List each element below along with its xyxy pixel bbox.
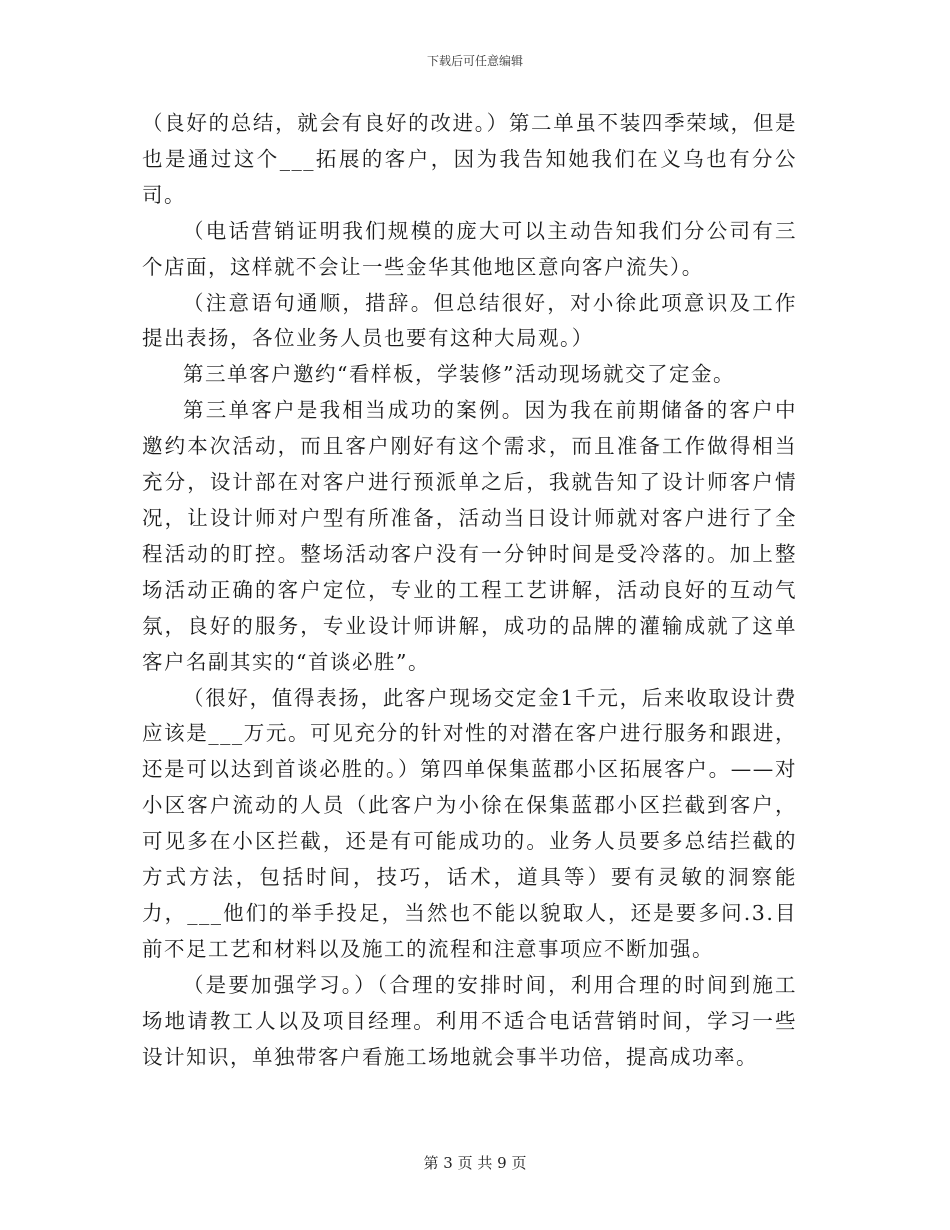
paragraph: （良好的总结，就会有良好的改进。）第二单虽不装四季荣域，但是也是通过这个___拓展的客户，因为我告知她我们在义乌也有分公司。 bbox=[142, 111, 797, 207]
page-header: 下载后可任意编辑 bbox=[426, 54, 523, 68]
paragraph: （很好，值得表扬，此客户现场交定金1千元，后来收取设计费应该是___万元。可见充分的针对性的对潜在客户进行服务和跟进，还是可以达到首谈必胜的。）第四单保集蓝郡小区拓展客户。——对小区客户流动的人员（此客户为小徐在保集蓝郡小区拦截到客户，可见多在小区拦截，还是有可能成功的。业务人员要多总结拦截的方式方法，包括时间，技巧，话术，道具等）要有灵敏的洞察能力，___他们的举手投足，当然也不能以貌取人，还是要多问.3.目前不足工艺和材料以及施工的流程和注意事项应不断加强。 bbox=[142, 685, 797, 961]
page-footer: 第 3 页 共 9 页 bbox=[423, 1154, 527, 1172]
paragraph: （注意语句通顺，措辞。但总结很好，对小徐此项意识及工作提出表扬，各位业务人员也要有这种大局观。） bbox=[142, 290, 797, 351]
document-body bbox=[142, 106, 797, 1075]
paragraph: 第三单客户邀约“看样板，学装修”活动现场就交了定金。 bbox=[183, 362, 735, 387]
paragraph: （是要加强学习。）（合理的安排时间，利用合理的时间到施工场地请教工人以及项目经理。利用不适合电话营销时间，学习一些设计知识，单独带客户看施工场地就会事半功倍，提高成功率。 bbox=[142, 972, 797, 1069]
paragraph: 第三单客户是我相当成功的案例。因为我在前期储备的客户中邀约本次活动，而且客户刚好有这个需求，而且准备工作做得相当充分，设计部在对客户进行预派单之后，我就告知了设计师客户情况，让设计师对户型有所准备，活动当日设计师就对客户进行了全程活动的盯控。整场活动客户没有一分钟时间是受冷落的。加上整场活动正确的客户定位，专业的工程工艺讲解，活动良好的互动气氛，良好的服务，专业设计师讲解，成功的品牌的灌输成就了这单客户名副其实的“首谈必胜”。 bbox=[142, 398, 797, 674]
paragraph: （电话营销证明我们规模的庞大可以主动告知我们分公司有三个店面，这样就不会让一些金华其他地区意向客户流失）。 bbox=[142, 218, 797, 279]
